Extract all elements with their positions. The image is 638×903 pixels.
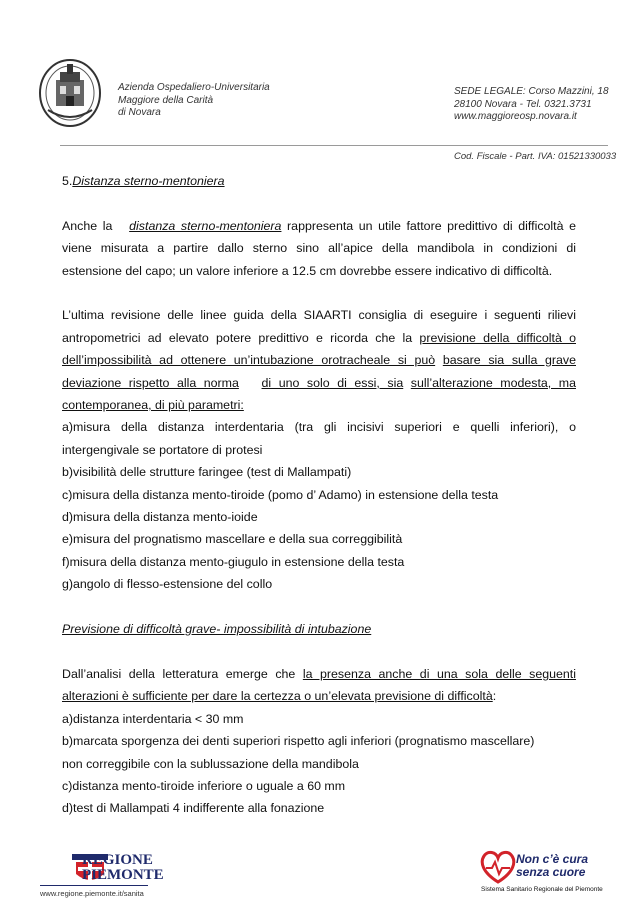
legal-address-line: SEDE LEGALE: Corso Mazzini, 18 xyxy=(454,86,609,97)
list-item: g)angolo di flesso-estensione del collo xyxy=(62,577,273,592)
document-body xyxy=(62,170,576,820)
regione-piemonte-logo-text xyxy=(82,853,164,883)
heart-icon xyxy=(478,848,518,886)
campaign-slogan xyxy=(516,853,588,879)
hospital-name-line: Maggiore della Carità xyxy=(118,94,214,106)
text-span: Dall’analisi della letteratura emerge che xyxy=(62,666,296,681)
list-item: b)marcata sporgenza dei denti superiori rispetto agli inferiori (prognatismo mascellare) xyxy=(62,734,535,749)
hospital-name-line: di Novara xyxy=(118,107,161,118)
emphasized-term: distanza sterno-mentoniera xyxy=(129,218,282,233)
regione-line: PIEMONTE xyxy=(82,867,164,883)
health-system-caption: Sistema Sanitario Regionale del Piemonte xyxy=(481,886,603,893)
legal-address-line: 28100 Novara - Tel. 0321.3731 xyxy=(454,98,592,110)
text-span: : xyxy=(492,689,497,704)
hospital-crest-logo xyxy=(38,58,102,128)
list-item: f)misura della distanza mento-giugulo in estensione della testa xyxy=(62,554,405,569)
underlined-text: di uno solo di essi, sia xyxy=(261,375,404,390)
slogan-line: Non c’è cura xyxy=(516,852,589,866)
paragraph-line: estensione del capo; un valore inferiore a 12.5 cm dovrebbe essere indicativo di difficoltà. xyxy=(62,263,553,278)
underlined-text: previsione della difficoltà o xyxy=(419,330,576,345)
list-item: intergengivale se portatore di protesi xyxy=(62,442,263,457)
list-item: c)misura della distanza mento-tiroide (pomo d’ Adamo) in estensione della testa xyxy=(62,487,499,502)
legal-address xyxy=(454,86,609,124)
paragraph-line xyxy=(62,215,576,237)
underlined-text: alterazioni è sufficiente per dare la certezza o un’elevata previsione di difficoltà xyxy=(62,689,493,704)
section-number: 5. xyxy=(62,174,73,188)
header-divider xyxy=(60,145,608,146)
text-span: antropometrici ad elevato potere predittivo e ricorda che la xyxy=(62,330,413,345)
list-item: c)distanza mento-tiroide inferiore o uguale a 60 mm xyxy=(62,778,346,793)
text-span: rappresenta un utile fattore predittivo di difficoltà e xyxy=(287,218,576,233)
underlined-text: la presenza anche di una sola delle seguenti xyxy=(302,666,577,681)
underlined-text: dell’impossibilità ad ottenere un’intubazione orotracheale si può xyxy=(62,353,436,368)
list-item: a)misura della distanza interdentaria (tra gli incisivi superiori e quelli inferiori), o xyxy=(62,420,576,435)
paragraph-line xyxy=(62,685,576,707)
list-item: e)misura del prognatismo mascellare e della sua correggibilità xyxy=(62,532,403,547)
paragraph-line xyxy=(62,372,576,394)
slogan-line: senza cuore xyxy=(516,865,586,879)
regione-line: REGIONE xyxy=(82,852,153,868)
section-title: Distanza sterno-mentoniera xyxy=(72,174,225,188)
section-title: Previsione di difficoltà grave- impossibilità di intubazione xyxy=(62,622,372,637)
paragraph-line xyxy=(62,663,576,685)
list-item: b)visibilità delle strutture faringee (test di Mallampati) xyxy=(62,465,352,480)
list-item: a)distanza interdentaria < 30 mm xyxy=(62,711,244,726)
paragraph-line xyxy=(62,394,576,416)
underlined-text: sull’alterazione modesta, ma xyxy=(410,375,576,390)
list-item: non correggibile con la sublussazione della mandibola xyxy=(62,756,359,771)
paragraph-line xyxy=(62,349,576,371)
underlined-text: basare sia sulla grave xyxy=(442,353,576,368)
regione-url: www.regione.piemonte.it/sanita xyxy=(40,889,144,898)
underlined-text: contemporanea, di più parametri: xyxy=(62,398,244,413)
list-item: d)misura della distanza mento-ioide xyxy=(62,510,258,525)
hospital-name-line: Azienda Ospedaliero-Universitaria xyxy=(118,82,270,93)
paragraph-line: L’ultima revisione delle linee guida della SIAARTI consiglia di eseguire i seguenti rilievi xyxy=(62,308,576,323)
underlined-text: deviazione rispetto alla norma xyxy=(62,375,239,390)
section-heading xyxy=(62,170,576,192)
tax-code: Cod. Fiscale - Part. IVA: 01521330033 xyxy=(454,151,617,162)
paragraph-line xyxy=(62,327,576,349)
legal-address-line: www.maggioreosp.novara.it xyxy=(454,111,577,122)
paragraph-line: viene misurata a partire dallo sterno sino all’apice della mandibola in condizioni di xyxy=(62,241,576,256)
footer-divider xyxy=(40,885,148,886)
section-heading xyxy=(62,618,576,640)
text-span: Anche la xyxy=(62,218,113,233)
list-item: d)test di Mallampati 4 indifferente alla fonazione xyxy=(62,801,325,816)
hospital-name xyxy=(118,82,270,120)
